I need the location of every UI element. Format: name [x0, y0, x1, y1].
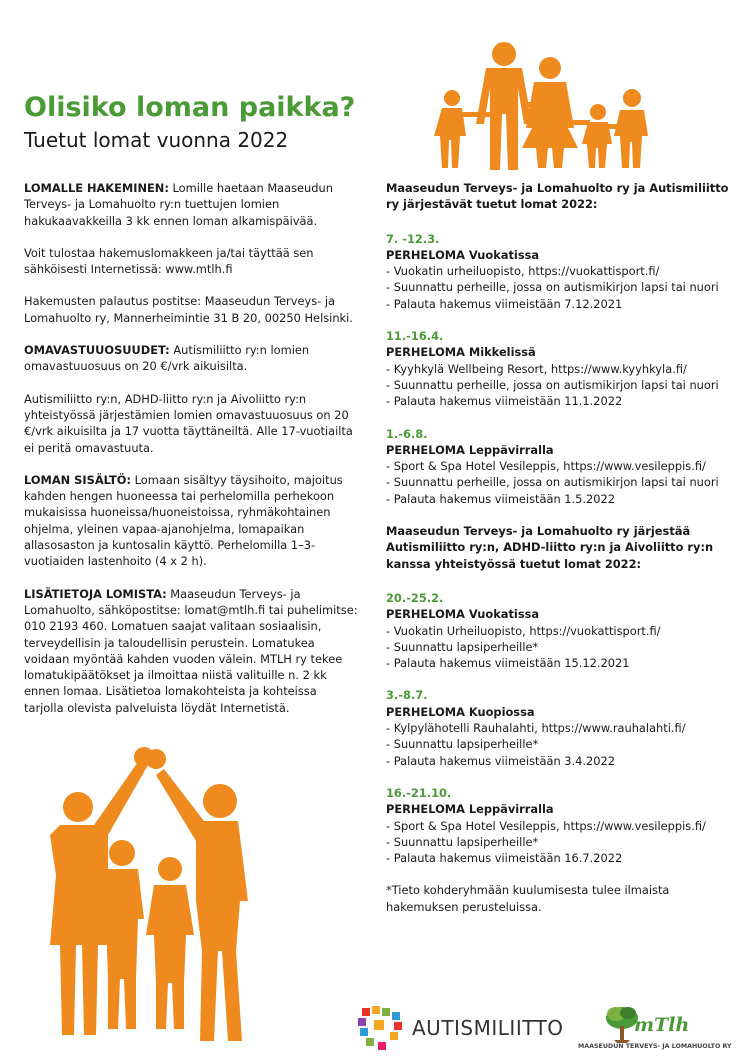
page-subtitle: Tuetut lomat vuonna 2022	[24, 128, 289, 152]
holiday-deadline: - Palauta hakemus viimeistään 15.12.2021	[386, 656, 630, 671]
print-form-paragraph: Voit tulostaa hakemuslomakkeen ja/tai täyttää sen sähköisesti Internetissä: www.mtlh.fi	[24, 245, 314, 277]
holiday-content-label: LOMAN SISÄLTÖ:	[24, 472, 132, 487]
family-silhouette-bottom	[30, 745, 270, 1045]
holiday-deadline: - Palauta hakemus viimeistään 16.7.2022	[386, 851, 623, 866]
holiday-venue: - Vuokatin urheiluopisto, https://vuokattisport.fi/	[386, 264, 660, 279]
mtlh-subtitle: MAASEUDUN TERVEYS- JA LOMAHUOLTO RY	[578, 1043, 732, 1050]
holiday-entry	[386, 426, 736, 507]
holiday-date: 20.-25.2.	[386, 590, 444, 605]
holiday-title: PERHELOMA Leppävirralla	[386, 802, 554, 817]
holiday-date: 11.-16.4.	[386, 329, 444, 344]
holiday-date: 1.-6.8.	[386, 426, 428, 441]
holiday-title: PERHELOMA Leppävirralla	[386, 442, 554, 457]
holiday-content-text: Lomaan sisältyy täysihoito, majoitus kahden hengen huoneessa tai perhelomilla perhekoon mukaisissa huoneissa/huoneistoissa, ryhmäkohtainen ohjelma, yleinen vapaa-ajanohjelma, lomapaikan allasosaston ja kuntosalin käyttö. Perhelomilla 1–3-vuotiaiden lastenhoito (4 x 2 h).	[24, 472, 343, 569]
holiday-target: - Suunnattu perheille, jossa on autismikirjon lapsi tai nuori	[386, 475, 719, 490]
organizer-intro-1: Maaseudun Terveys- ja Lomahuolto ry ja Autismiliitto ry järjestävät tuetut lomat 2022:	[386, 181, 729, 212]
left-column	[24, 180, 359, 732]
joint-deductible-paragraph: Autismiliitto ry:n, ADHD-liitto ry:n ja Aivoliitto ry:n yhteistyössä järjestämien lomien omavastuuosuus on 20 €/vrk aikuisilta ja 17 vuotta täyttäneiltä. Alle 17-vuotiailta ei peritä omavastuuta.	[24, 391, 353, 455]
application-label: LOMALLE HAKEMINEN:	[24, 181, 169, 195]
holiday-venue: - Sport & Spa Hotel Vesileppis, https://www.vesileppis.fi/	[386, 459, 706, 474]
holiday-title: PERHELOMA Vuokatissa	[386, 607, 540, 622]
holiday-target: - Suunnattu lapsiperheille*	[386, 639, 539, 654]
holiday-venue: - Kylpylähotelli Rauhalahti, https://www.rauhalahti.fi/	[386, 721, 686, 736]
holiday-entry	[386, 785, 736, 866]
mtlh-wordmark: mTlh	[634, 1014, 690, 1036]
return-address-paragraph: Hakemusten palautus postitse: Maaseudun Terveys- ja Lomahuolto ry, Mannerheimintie 31 B 20, 00250 Helsinki.	[24, 294, 353, 325]
more-info-paragraph	[24, 586, 359, 716]
holiday-target: - Suunnattu lapsiperheille*	[386, 834, 539, 849]
holiday-entry	[386, 590, 736, 671]
holiday-deadline: - Palauta hakemus viimeistään 11.1.2022	[386, 394, 623, 409]
application-paragraph	[24, 180, 359, 229]
holiday-entry	[386, 231, 736, 312]
holiday-deadline: - Palauta hakemus viimeistään 7.12.2021	[386, 296, 623, 311]
application-text: Lomille haetaan Maaseudun Terveys- ja Lomahuolto ry:n tuettujen lomien hakukaavakkeilla 3 kk ennen loman alkamispäivää.	[24, 181, 333, 228]
holiday-title: PERHELOMA Kuopiossa	[386, 704, 535, 719]
right-column	[386, 180, 736, 926]
holiday-date: 7. -12.3.	[386, 231, 440, 246]
more-info-label: LISÄTIETOJA LOMISTA:	[24, 586, 167, 601]
holiday-venue: - Vuokatin Urheiluopisto, https://vuokattisport.fi/	[386, 623, 661, 638]
page-title: Olisiko loman paikka?	[24, 92, 356, 123]
autismiliitto-wordmark: AUTISMILIITTO	[412, 1016, 564, 1040]
holiday-venue: - Kyyhkylä Wellbeing Resort, https://www.kyyhkyla.fi/	[386, 361, 687, 376]
holiday-date: 3.-8.7.	[386, 688, 428, 703]
organizer-intro-2: Maaseudun Terveys- ja Lomahuolto ry järjestää Autismiliitto ry:n, ADHD-liitto ry:n ja Aivoliitto ry:n kanssa yhteistyössä tuetut lomat 2022:	[386, 524, 714, 571]
deductible-label: OMAVASTUUOSUUDET:	[24, 343, 170, 358]
family-silhouette-top	[432, 40, 662, 170]
holiday-date: 16.-21.10.	[386, 785, 452, 800]
holiday-target: - Suunnattu perheille, jossa on autismikirjon lapsi tai nuori	[386, 377, 719, 392]
holiday-entry	[386, 687, 736, 768]
deductible-paragraph	[24, 342, 359, 375]
deductible-text: Autismiliitto ry:n lomien omavastuuosuus on 20 €/vrk aikuisilta.	[24, 343, 310, 374]
footnote: *Tieto kohderyhmään kuulumisesta tulee ilmaista hakemuksen perusteluissa.	[386, 883, 670, 914]
holiday-target: - Suunnattu lapsiperheille*	[386, 737, 539, 752]
holiday-title: PERHELOMA Vuokatissa	[386, 247, 540, 262]
holiday-target: - Suunnattu perheille, jossa on autismikirjon lapsi tai nuori	[386, 280, 719, 295]
holiday-content-paragraph	[24, 472, 359, 570]
holiday-deadline: - Palauta hakemus viimeistään 3.4.2022	[386, 753, 616, 768]
holiday-entry	[386, 328, 736, 409]
more-info-text: Maaseudun Terveys- ja Lomahuolto, sähköpostitse: lomat@mtlh.fi tai puhelimitse: 010 2193 460. Lomatuen saajat valitaan sosiaalisin, terveydellisin ja taloudellisin perustein. Lomatukea voidaan myöntää kahden vuoden välein. MTLH ry tekee lomatukipäätökset ja ilmoittaa niistä valituille n. 2 kk ennen lomaa. Lisätietoa lomakohteista ja kohteissa tarjolla olevista palveluista löydät Internetistä.	[24, 586, 358, 715]
holiday-title: PERHELOMA Mikkelissä	[386, 345, 536, 360]
holiday-deadline: - Palauta hakemus viimeistään 1.5.2022	[386, 491, 616, 506]
holiday-venue: - Sport & Spa Hotel Vesileppis, https://www.vesileppis.fi/	[386, 818, 706, 833]
